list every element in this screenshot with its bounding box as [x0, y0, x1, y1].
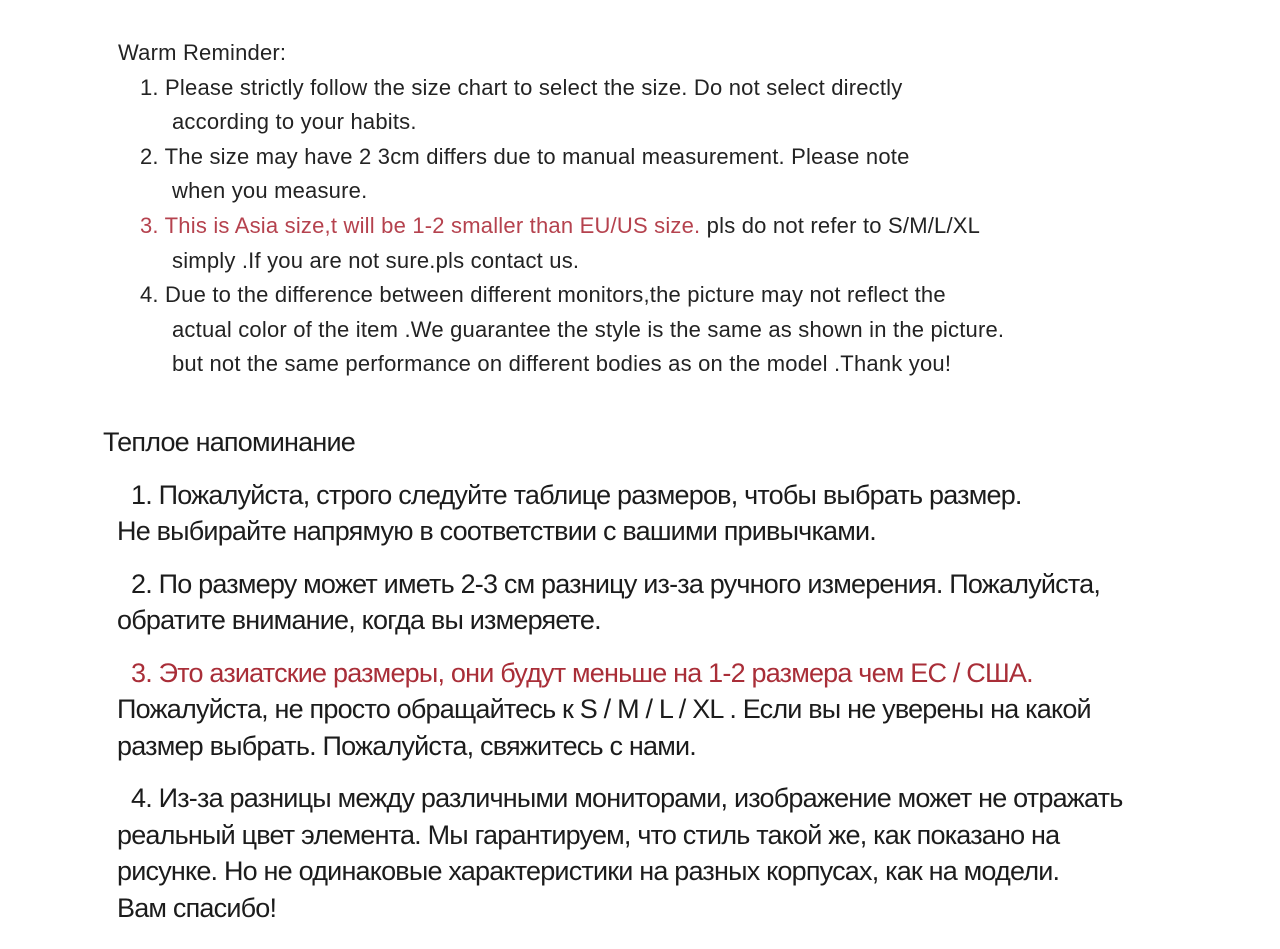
text-line: [117, 513, 1123, 550]
text-segment: 4. Due to the difference between different monitors,the picture may not reflect the: [140, 282, 946, 308]
text-segment: according to your habits.: [172, 109, 417, 135]
text-line: [172, 244, 1004, 279]
text-line: [172, 105, 1004, 140]
text-line: [117, 728, 1123, 765]
text-segment: 1. Please strictly follow the size chart to select the size. Do not select directly: [140, 74, 903, 100]
list-item: [118, 140, 1004, 209]
text-segment: реальный цвет элемента. Мы гарантируем, что стиль такой же, как показано на: [117, 819, 1060, 850]
text-line: [172, 347, 1004, 382]
list-item: [118, 71, 1004, 140]
highlighted-text: 3. This is Asia size,t will be 1-2 smaller than EU/US size.: [140, 212, 701, 238]
text-line: [117, 602, 1123, 639]
text-segment: Пожалуйста, не просто обращайтесь к S / M / L / XL . Если вы не уверены на какой: [117, 694, 1091, 724]
list-item: [118, 278, 1004, 382]
russian-reminder-section: [103, 424, 1123, 926]
text-segment: размер выбрать. Пожалуйста, свяжитесь с нами.: [117, 730, 696, 761]
text-segment: обратите внимание, когда вы измеряете.: [117, 605, 601, 635]
text-segment: simply .If you are not sure.pls contact us.: [172, 247, 580, 273]
text-segment: when you measure.: [172, 178, 368, 204]
english-reminder-section: [118, 36, 1004, 382]
text-segment: pls do not refer to S/M/L/XL: [700, 212, 981, 238]
text-segment: рисунке. Но не одинаковые характеристики на разных корпусах, как на модели.: [117, 856, 1060, 886]
text-line: [117, 566, 1123, 603]
text-segment: 1. Пожалуйста, строго следуйте таблице размеров, чтобы выбрать размер.: [131, 479, 1022, 510]
list-item: [103, 780, 1123, 926]
text-line: [140, 209, 1004, 244]
text-line: [117, 817, 1123, 854]
list-item: [118, 209, 1004, 278]
text-segment: 2. По размеру может иметь 2-3 см разницу из-за ручного измерения. Пожалуйста,: [131, 568, 1101, 599]
text-line: [117, 477, 1123, 514]
text-line: [140, 140, 1004, 175]
list-item: [103, 655, 1123, 765]
russian-list: [103, 477, 1123, 927]
text-line: [117, 780, 1123, 817]
text-line: [140, 278, 1004, 313]
highlighted-text: 3. Это азиатские размеры, они будут меньше на 1-2 размера чем ЕС / США.: [131, 657, 1033, 688]
text-line: [117, 655, 1123, 692]
text-segment: 4. Из-за разницы между различными мониторами, изображение может не отражать: [131, 783, 1123, 813]
text-segment: but not the same performance on different bodies as on the model .Thank you!: [172, 351, 952, 377]
english-list: [118, 71, 1004, 382]
text-line: [117, 853, 1123, 890]
list-item: [103, 566, 1123, 639]
text-line: [172, 174, 1004, 209]
text-segment: 2. The size may have 2 3cm differs due to manual measurement. Please note: [140, 143, 910, 169]
text-line: [172, 313, 1004, 348]
english-title: Warm Reminder:: [118, 40, 287, 65]
text-line: [117, 890, 1123, 927]
text-line: [140, 71, 1004, 106]
text-segment: actual color of the item .We guarantee the style is the same as shown in the picture.: [172, 316, 1005, 342]
russian-title: Теплое напоминание: [103, 427, 355, 457]
text-line: [117, 691, 1123, 728]
text-segment: Не выбирайте напрямую в соответствии с вашими привычками.: [117, 516, 877, 546]
list-item: [103, 477, 1123, 550]
text-segment: Вам спасибо!: [117, 892, 277, 923]
